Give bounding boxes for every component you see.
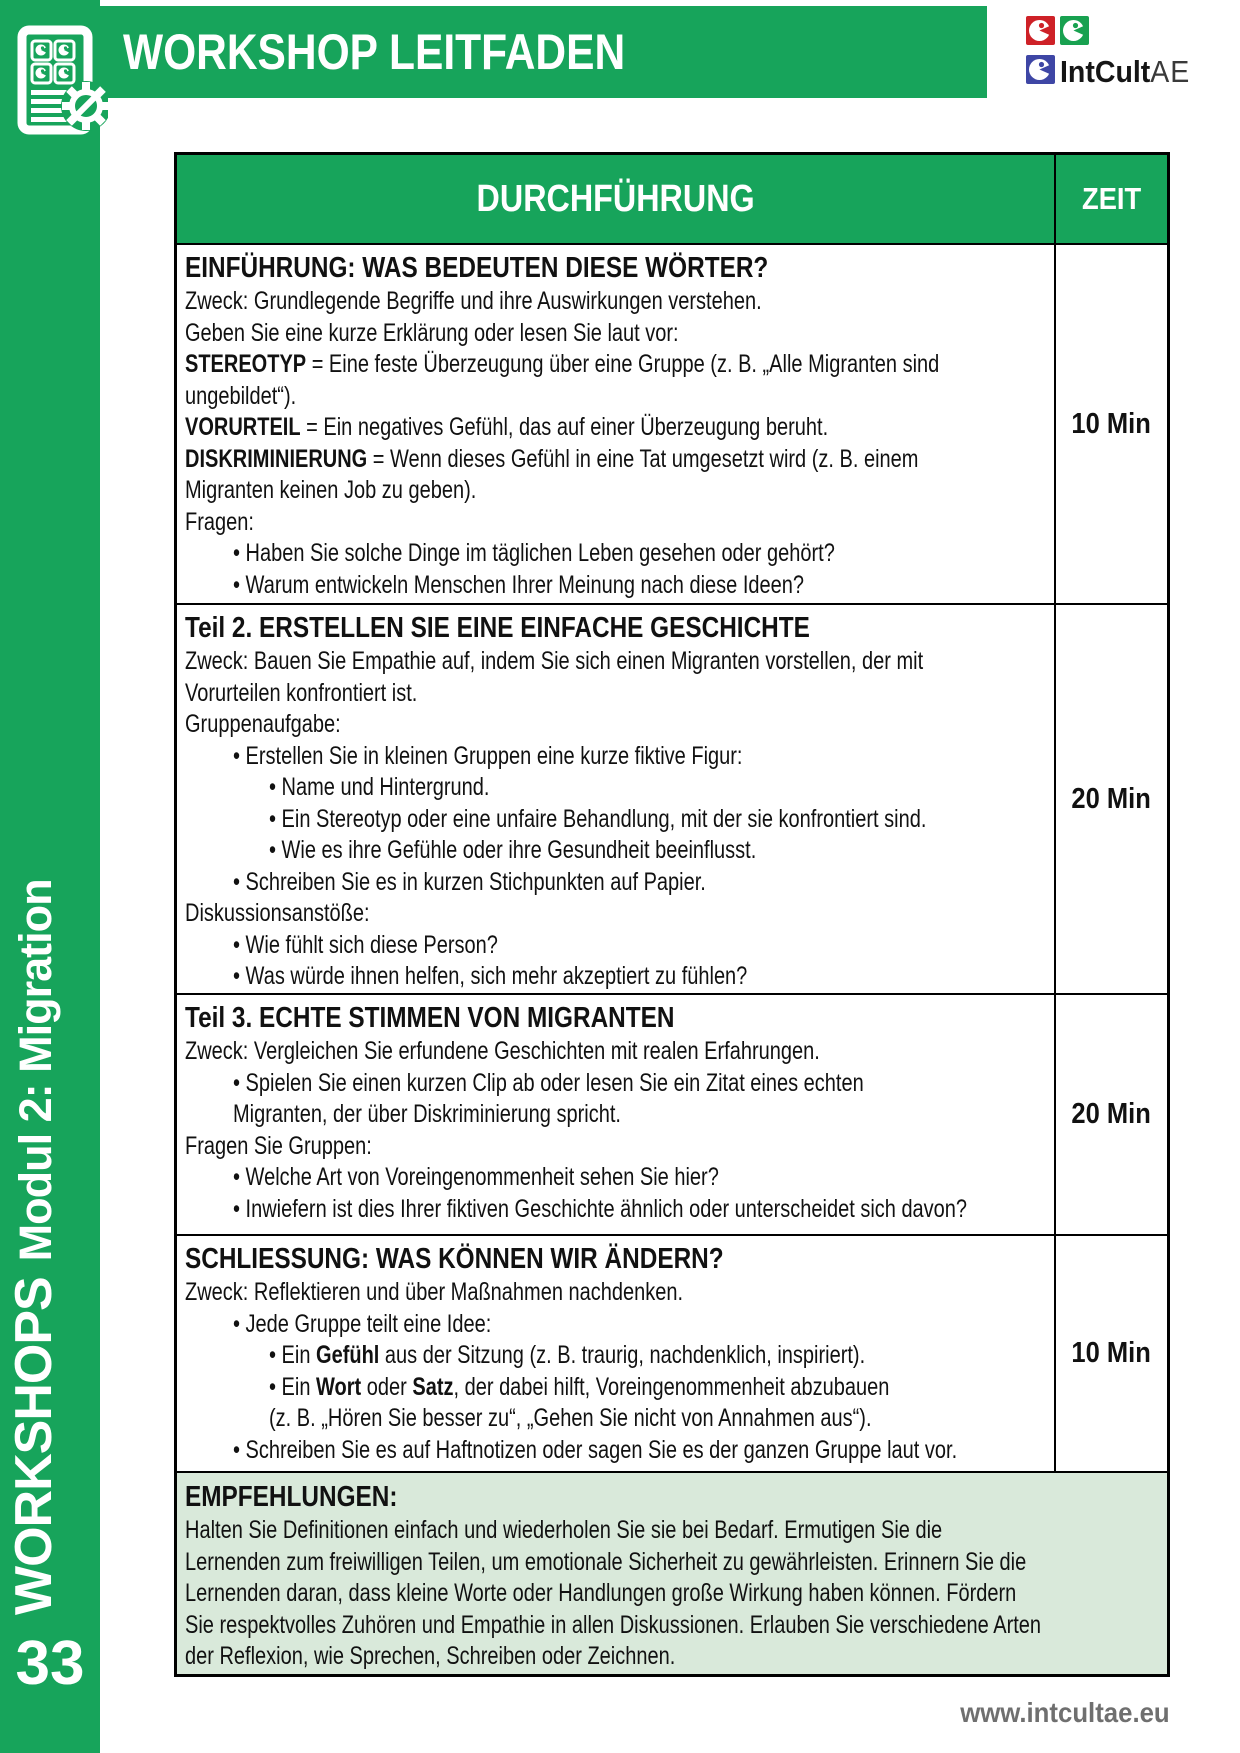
logo-wordmark: IntCultAE: [1060, 54, 1191, 89]
text-line: • Inwiefern ist dies Ihrer fiktiven Geschichte ähnlich oder unterscheidet sich davon?: [233, 1194, 968, 1223]
sidebar: [0, 0, 100, 1753]
intcultae-logo: [1026, 16, 1226, 108]
workshop-document-gear-icon: [16, 24, 108, 141]
text-line: • Ein Gefühl aus der Sitzung (z. B. traurig, nachdenklich, inspiriert).: [269, 1341, 866, 1369]
text-line: Diskussionsanstöße:: [185, 899, 370, 927]
page-title: WORKSHOP LEITFADEN: [123, 24, 626, 80]
table-row: [177, 245, 1167, 605]
text-line: Geben Sie eine kurze Erklärung oder lesen Sie laut vor:: [185, 318, 679, 347]
website-url: www.intcultae.eu: [960, 1697, 1170, 1728]
zeit-value: 20 Min: [1071, 782, 1152, 815]
text-line: Gruppenaufgabe:: [185, 710, 341, 738]
recommendations-box: [177, 1473, 1167, 1674]
section-headline: Teil 3. ECHTE STIMMEN VON MIGRANTEN: [185, 1002, 675, 1034]
durchfuehrung-cell: [177, 995, 1056, 1234]
workshop-table: [174, 152, 1170, 1677]
logo-face-blue-icon: [1026, 55, 1055, 89]
text-line: • Jede Gruppe teilt eine Idee:: [233, 1309, 492, 1338]
recommendation-line: Lernenden zum freiwilligen Teilen, um emotionale Sicherheit zu gewährleisten. Erinnern Sie die: [185, 1547, 1027, 1576]
text-line: • Wie fühlt sich diese Person?: [233, 930, 498, 959]
text-line: • Haben Sie solche Dinge im täglichen Leben gesehen oder gehört?: [233, 539, 835, 567]
durchfuehrung-cell: [177, 245, 1056, 603]
sidebar-module-title: Modul 2: Migration: [10, 879, 61, 1262]
recommendation-line: Halten Sie Definitionen einfach und wiederholen Sie sie bei Bedarf. Ermutigen Sie die: [185, 1516, 943, 1544]
table-rows: [177, 245, 1167, 1473]
zeit-cell: [1056, 995, 1167, 1234]
text-line: Zweck: Grundlegende Begriffe und ihre Auswirkungen verstehen.: [185, 287, 762, 315]
text-line: • Ein Stereotyp oder eine unfaire Behandlung, mit der sie konfrontiert sind.: [269, 804, 927, 833]
section-headline: SCHLIESSUNG: WAS KÖNNEN WIR ÄNDERN?: [185, 1243, 724, 1275]
recommendation-line: Lernenden daran, dass kleine Worte oder Handlungen große Wirkung haben können. Fördern: [185, 1579, 1017, 1607]
text-line: • Warum entwickeln Menschen Ihrer Meinung nach diese Ideen?: [233, 570, 805, 599]
column-header-durchfuehrung: DURCHFÜHRUNG: [177, 155, 1056, 243]
recommendation-line: der Reflexion, wie Sprechen, Schreiben oder Zeichnen.: [185, 1642, 676, 1670]
table-row: [177, 605, 1167, 995]
text-line: (z. B. „Hören Sie besser zu“, „Gehen Sie nicht von Annahmen aus“).: [269, 1404, 872, 1432]
text-line: Fragen:: [185, 507, 254, 536]
text-line: Zweck: Reflektieren und über Maßnahmen nachdenken.: [185, 1278, 684, 1306]
table-header-row: [177, 155, 1167, 245]
text-line: • Wie es ihre Gefühle oder ihre Gesundheit beeinflusst.: [269, 836, 757, 864]
text-line: Zweck: Bauen Sie Empathie auf, indem Sie sich einen Migranten vorstellen, der mit: [185, 647, 924, 675]
recommendations-title: EMPFEHLUNGEN:: [185, 1481, 398, 1513]
durchfuehrung-cell: [177, 605, 1056, 993]
text-line: Vorurteilen konfrontiert ist.: [185, 678, 418, 707]
logo-face-green-icon: [1060, 16, 1089, 50]
header-band: [0, 6, 987, 98]
text-line: Zweck: Vergleichen Sie erfundene Geschichten mit realen Erfahrungen.: [185, 1037, 820, 1065]
text-line: • Erstellen Sie in kleinen Gruppen eine kurze fiktive Figur:: [233, 741, 743, 770]
recommendation-line: Sie respektvolles Zuhören und Empathie in allen Diskussionen. Erlauben Sie verschiedene Arten: [185, 1610, 1042, 1639]
durchfuehrung-cell: [177, 1236, 1056, 1471]
zeit-cell: [1056, 1236, 1167, 1471]
zeit-value: 10 Min: [1071, 1337, 1152, 1369]
section-headline: EINFÜHRUNG: WAS BEDEUTEN DIESE WÖRTER?: [185, 252, 769, 284]
text-line: Migranten, der über Diskriminierung spricht.: [233, 1100, 621, 1128]
recommendations-lines: [185, 1515, 1159, 1673]
section-headline: Teil 2. ERSTELLEN SIE EINE EINFACHE GESCHICHTE: [185, 612, 810, 644]
text-line: ungebildet“).: [185, 381, 297, 410]
page-number: 33: [15, 1629, 85, 1698]
text-line: • Name und Hintergrund.: [269, 773, 490, 801]
text-line: • Welche Art von Voreingenommenheit sehen Sie hier?: [233, 1163, 719, 1191]
table-row: [177, 995, 1167, 1236]
text-line: • Spielen Sie einen kurzen Clip ab oder lesen Sie ein Zitat eines echten: [233, 1068, 864, 1097]
text-line: STEREOTYP = Eine feste Überzeugung über eine Gruppe (z. B. „Alle Migranten sind: [185, 350, 940, 378]
text-line: • Schreiben Sie es in kurzen Stichpunkten auf Papier.: [233, 867, 706, 896]
logo-face-red-icon: [1026, 16, 1055, 50]
table-row: [177, 1236, 1167, 1473]
zeit-cell: [1056, 605, 1167, 993]
sidebar-workshops-label: WORKSHOPS: [5, 1277, 63, 1615]
zeit-value: 20 Min: [1071, 1098, 1152, 1130]
text-line: Fragen Sie Gruppen:: [185, 1131, 372, 1160]
text-line: • Was würde ihnen helfen, sich mehr akzeptiert zu fühlen?: [233, 962, 748, 990]
text-line: • Ein Wort oder Satz, der dabei hilft, Voreingenommenheit abzubauen: [269, 1372, 890, 1401]
text-line: Migranten keinen Job zu geben).: [185, 476, 477, 504]
text-line: DISKRIMINIERUNG = Wenn dieses Gefühl in eine Tat umgesetzt wird (z. B. einem: [185, 444, 919, 473]
zeit-value: 10 Min: [1071, 407, 1152, 440]
sidebar-module-label: [4, 805, 96, 1615]
column-header-zeit: ZEIT: [1081, 181, 1142, 216]
text-line: • Schreiben Sie es auf Haftnotizen oder sagen Sie es der ganzen Gruppe laut vor.: [233, 1435, 958, 1464]
zeit-cell: [1056, 245, 1167, 603]
gear-icon: [61, 81, 108, 131]
text-line: VORURTEIL = Ein negatives Gefühl, das auf einer Überzeugung beruht.: [185, 413, 829, 441]
